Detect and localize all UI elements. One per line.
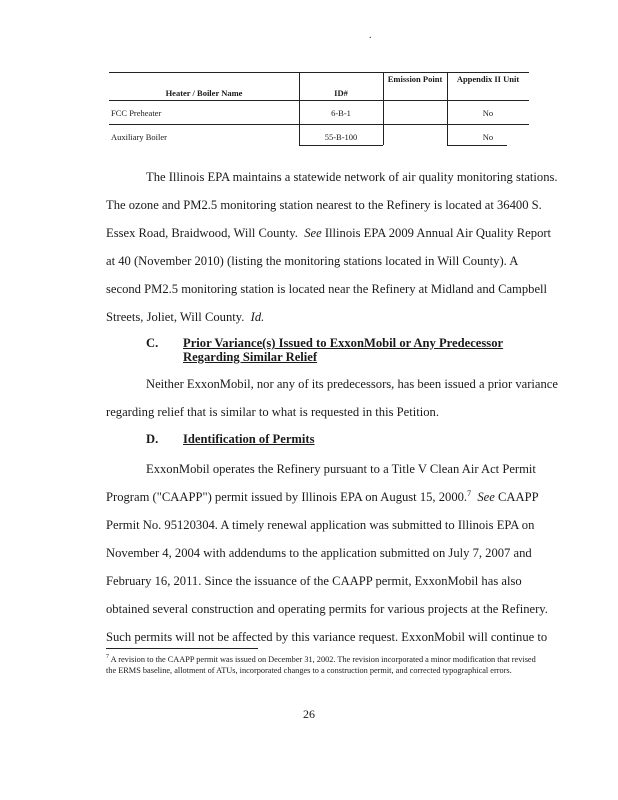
section-d-title: Identification of Permits — [183, 432, 315, 446]
footnote-rule — [106, 648, 258, 649]
text-run: CAAPP — [498, 490, 539, 504]
table-row-1-name: FCC Preheater — [111, 108, 162, 118]
paragraph-line: Permit No. 95120304. A timely renewal application was submitted to Illinois EPA on — [106, 518, 535, 532]
paragraph-line: Such permits will not be affected by this variance request. ExxonMobil will continue to — [106, 630, 548, 644]
paragraph-line: November 4, 2004 with addendums to the application submitted on July 7, 2007 and — [106, 546, 532, 560]
citation-signal: See — [304, 226, 322, 240]
text-run: Illinois EPA 2009 Annual Air Quality Report — [324, 226, 552, 240]
table-row-1-unit: No — [482, 108, 494, 118]
section-c-title-line-2: Regarding Similar Relief — [183, 350, 318, 364]
paragraph-line: Neither ExxonMobil, nor any of its predecessors, has been issued a prior variance — [146, 377, 558, 391]
table-id-bottom-rule — [299, 145, 383, 146]
paragraph-line: February 16, 2011. Since the issuance of the CAAPP permit, ExxonMobil has also — [106, 574, 522, 588]
paragraph-line: second PM2.5 monitoring station is located near the Refinery at Midland and Campbell — [106, 282, 548, 296]
section-c-title-line-1: Prior Variance(s) Issued to ExxonMobil or Any Predecessor — [183, 336, 504, 350]
table-row-2-unit: No — [482, 132, 494, 142]
paragraph-line: at 40 (November 2010) (listing the monitoring stations located in Will County). A — [106, 254, 519, 268]
paragraph-line — [106, 483, 539, 511]
paragraph-line: ExxonMobil operates the Refinery pursuant to a Title V Clean Air Act Permit — [146, 462, 536, 476]
air-quality-paragraph — [106, 163, 558, 331]
paragraph-line: obtained several construction and operating permits for various projects at the Refinery. — [106, 602, 548, 616]
table-unit-bottom-rule — [447, 145, 507, 146]
permits-paragraph — [106, 455, 548, 651]
paragraph-line: regarding relief that is similar to what is requested in this Petition. — [106, 405, 439, 419]
table-row-2-id: 55-B-100 — [324, 132, 358, 142]
table-header-name: Heater / Boiler Name — [165, 88, 243, 98]
text-run: Streets, Joliet, Will County. — [106, 310, 245, 324]
paragraph-line — [106, 303, 536, 331]
section-c-letter: C. — [146, 336, 159, 350]
table-row-rule — [109, 124, 529, 125]
page-number: 26 — [303, 707, 315, 721]
table-header-emission-point: Emission Point — [387, 74, 443, 84]
footnote — [106, 654, 536, 676]
paragraph-line: The ozone and PM2.5 monitoring station nearest to the Refinery is located at 36400 S. — [106, 198, 542, 212]
table-top-rule — [109, 72, 529, 73]
table-header-rule — [109, 100, 529, 101]
table-row-2-name: Auxiliary Boiler — [111, 132, 167, 142]
text-run: Program ("CAAPP") permit issued by Illinois EPA on August 15, 2000. — [106, 490, 468, 504]
paragraph-line: The Illinois EPA maintains a statewide network of air quality monitoring stations. — [146, 170, 558, 184]
text-run: Essex Road, Braidwood, Will County. — [106, 226, 298, 240]
heater-boiler-table — [109, 72, 529, 146]
section-d-letter: D. — [146, 432, 159, 446]
footnote-text: A revision to the CAAPP permit was issued on December 31, 2002. The revision incorporated a minor modification that revised the ERMS baseline, allotment of ATUs, incorporated changes to a construction permit, and corrected typographical errors. — [106, 655, 536, 675]
top-mark: . — [369, 30, 372, 41]
footnote-ref[interactable]: 7 — [467, 488, 472, 498]
citation-id: Id. — [250, 310, 265, 324]
table-row-1-id: 6-B-1 — [331, 108, 351, 118]
footnote-marker: 7 — [106, 654, 109, 661]
table-header-appendix-unit: Appendix II Unit — [456, 74, 520, 84]
citation-signal: See — [477, 490, 495, 504]
prior-variance-paragraph — [106, 370, 558, 426]
paragraph-line — [106, 219, 552, 247]
table-header-id: ID# — [334, 88, 348, 98]
